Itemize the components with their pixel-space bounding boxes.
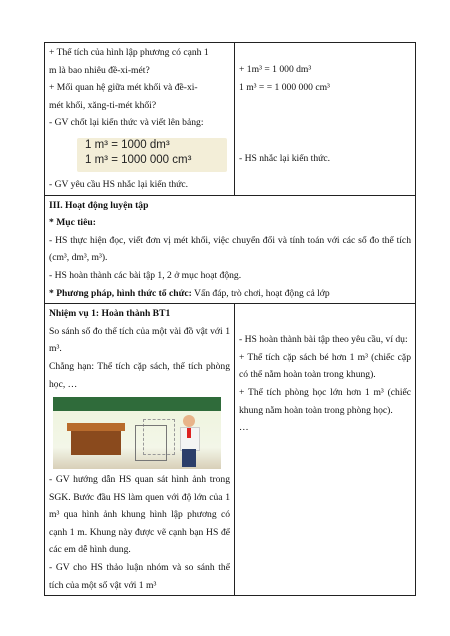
table-row <box>45 195 416 304</box>
method-text: Vấn đáp, trò chơi, hoạt động cả lớp <box>191 287 330 299</box>
lesson-table <box>44 42 416 596</box>
question-text: + Mối quan hệ giữa mét khối và đề-xi- <box>49 82 198 94</box>
blackboard-shape <box>53 397 221 411</box>
classroom-image <box>53 397 221 469</box>
task-text: - GV hướng dẫn HS quan sát hình ảnh trong SGK. Bước đầu HS làm quen với độ lớn của 1 m³ qua hình ảnh khung hình lập phương có cạnh 1 m. Khung này được vẽ cạnh bạn HS để các em dễ hình dung. <box>49 474 230 556</box>
goal-text: - HS thực hiện đọc, viết đơn vị mét khối, việc chuyển đổi và tính toán với các số đo thể tích (cm³, dm³, m³). <box>49 234 411 264</box>
goal-label: * Mục tiêu: <box>49 217 96 229</box>
table-row <box>45 304 416 596</box>
task-text: Chẳng hạn: Thể tích cặp sách, thể tích phòng học, … <box>49 360 230 390</box>
student-figure <box>182 449 196 467</box>
desk-shape <box>71 431 121 455</box>
teacher-cell <box>45 304 235 596</box>
student-figure <box>187 428 191 438</box>
instruction-text: - GV yêu cầu HS nhắc lại kiến thức. <box>49 178 189 190</box>
table-row <box>45 43 416 196</box>
answer-text: - HS nhắc lại kiến thức. <box>239 153 330 165</box>
section-heading: III. Hoạt động luyện tập <box>49 199 149 211</box>
answer-text: + Thể tích phòng học lớn hơn 1 m³ (chiếc khung nằm hoàn toàn trong phòng học). <box>239 386 411 416</box>
task-heading: Nhiệm vụ 1: Hoàn thành BT1 <box>49 308 171 320</box>
instruction-text: - GV chốt lại kiến thức và viết lên bảng: <box>49 117 204 129</box>
student-cell <box>235 304 416 596</box>
goal-text: - HS hoàn thành các bài tập 1, 2 ở mục hoạt động. <box>49 269 242 281</box>
student-cell <box>235 43 416 196</box>
desk-shape <box>67 423 125 431</box>
formula-image <box>77 138 227 172</box>
answer-text: + Thể tích cặp sách bé hơn 1 m³ (chiếc cặp có thể nằm hoàn toàn trong khung). <box>239 351 411 381</box>
section-cell <box>45 195 416 304</box>
question-text: mét khối, xăng-ti-mét khối? <box>49 99 157 111</box>
formula-line: 1 m³ = 1000 dm³ <box>85 138 170 151</box>
student-figure <box>183 415 195 427</box>
formula-line: 1 m³ = 1000 000 cm³ <box>85 153 192 166</box>
task-text: So sánh số đo thể tích của một vài đồ vật với 1 m³. <box>49 325 230 355</box>
method-label: * Phương pháp, hình thức tổ chức: <box>49 287 192 299</box>
lesson-plan-page <box>44 42 414 596</box>
question-text: m là bao nhiêu đề-xi-mét? <box>49 64 150 76</box>
answer-text: - HS hoàn thành bài tập theo yêu cầu, ví dụ: <box>239 334 408 346</box>
task-text: - GV cho HS thảo luận nhóm và so sánh thể tích của một số vật với 1 m³ <box>49 562 230 591</box>
question-text: + Thể tích của hình lập phương có cạnh 1 <box>49 47 209 58</box>
teacher-cell <box>45 43 235 196</box>
answer-text: … <box>239 422 249 434</box>
answer-text: + 1m³ = 1 000 dm³ <box>239 64 312 75</box>
cube-frame-shape <box>135 425 167 461</box>
answer-text: 1 m³ = = 1 000 000 cm³ <box>239 81 330 93</box>
